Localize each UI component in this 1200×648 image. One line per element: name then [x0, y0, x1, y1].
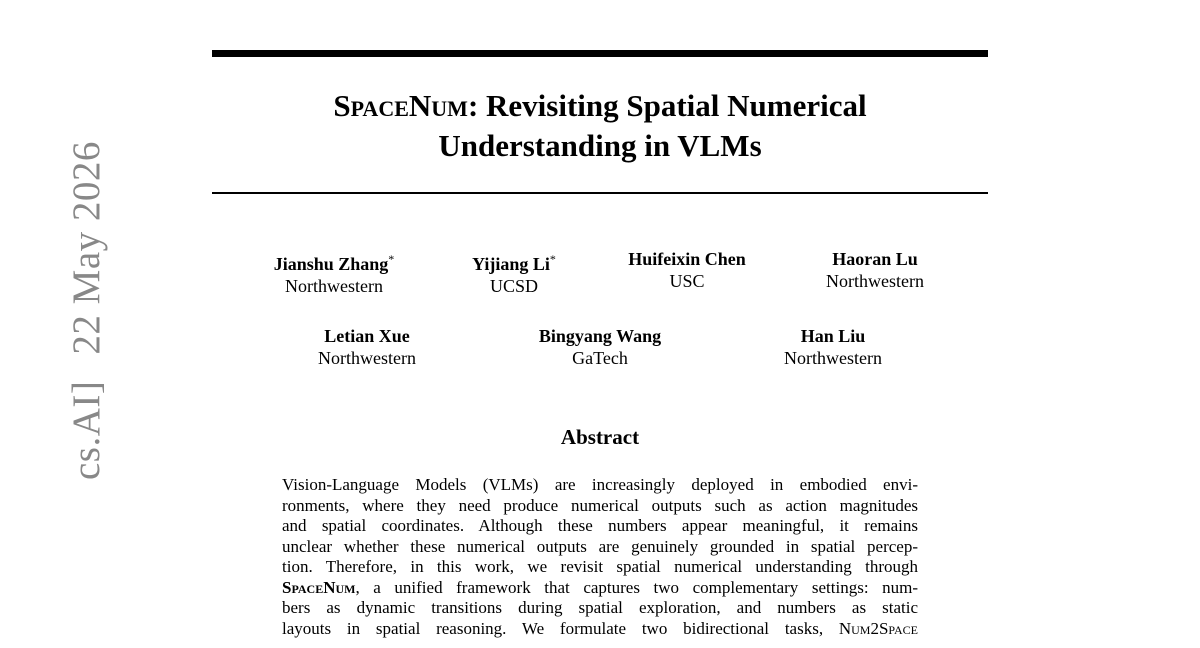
author-affiliation: Northwestern	[826, 271, 924, 291]
author-name: Huifeixin Chen	[628, 249, 746, 269]
author-name: Bingyang Wang	[538, 326, 662, 346]
task-name: Num2Space	[838, 618, 918, 638]
framework-name: SpaceNum	[282, 577, 356, 597]
paper-title	[212, 86, 988, 166]
author-affiliation: USC	[669, 271, 705, 291]
abstract-line: ronments, where they need produce numerical outputs such as action magnitudes	[282, 495, 918, 515]
author-block	[612, 248, 762, 292]
abstract-line: layouts in spatial reasoning. We formulate two bidirectional tasks, Num2Space	[282, 618, 918, 638]
arxiv-sidebar-stamp	[64, 115, 109, 480]
title-bottom-rule	[212, 192, 988, 194]
author-name: Letian Xue	[324, 326, 410, 346]
author-block	[304, 325, 430, 369]
author-name: Jianshu Zhang*	[273, 252, 395, 274]
abstract-heading: Abstract	[560, 425, 640, 449]
author-block	[812, 248, 938, 292]
author-block	[770, 325, 896, 369]
author-name: Han Liu	[800, 326, 866, 346]
author-affiliation: Northwestern	[318, 348, 416, 368]
author-affiliation: Northwestern	[784, 348, 882, 368]
author-affiliation: Northwestern	[285, 276, 383, 296]
abstract-body	[282, 475, 918, 639]
author-affiliation: UCSD	[489, 276, 538, 296]
abstract-line: and spatial coordinates. Although these numbers appear meaningful, it remains	[282, 516, 918, 535]
abstract-line: bers as dynamic transitions during spatial exploration, and numbers as static	[282, 598, 918, 617]
title-framework-name: SpaceNum	[333, 88, 468, 123]
abstract-line: tion. Therefore, in this work, we revisit spatial numerical understanding through	[282, 557, 918, 576]
arxiv-category: cs.AI]	[65, 380, 108, 480]
arxiv-date: 22 May 2026	[65, 141, 108, 355]
title-line1-rest: : Revisiting Spatial Numerical	[467, 88, 867, 123]
author-block	[456, 248, 572, 297]
author-block	[522, 325, 678, 369]
abstract-line: unclear whether these numerical outputs are genuinely grounded in spatial percep-	[282, 536, 918, 556]
author-name: Yijiang Li*	[472, 252, 556, 274]
author-affiliation: GaTech	[572, 348, 628, 368]
abstract-line: SpaceNum, a unified framework that captures two complementary settings: num-	[282, 577, 918, 597]
abstract-line: Vision-Language Models (VLMs) are increasingly deployed in embodied envi-	[282, 475, 918, 494]
author-name: Haoran Lu	[832, 249, 918, 269]
title-line2: Understanding in VLMs	[438, 128, 762, 163]
title-top-rule	[212, 50, 988, 57]
author-block	[262, 248, 406, 297]
